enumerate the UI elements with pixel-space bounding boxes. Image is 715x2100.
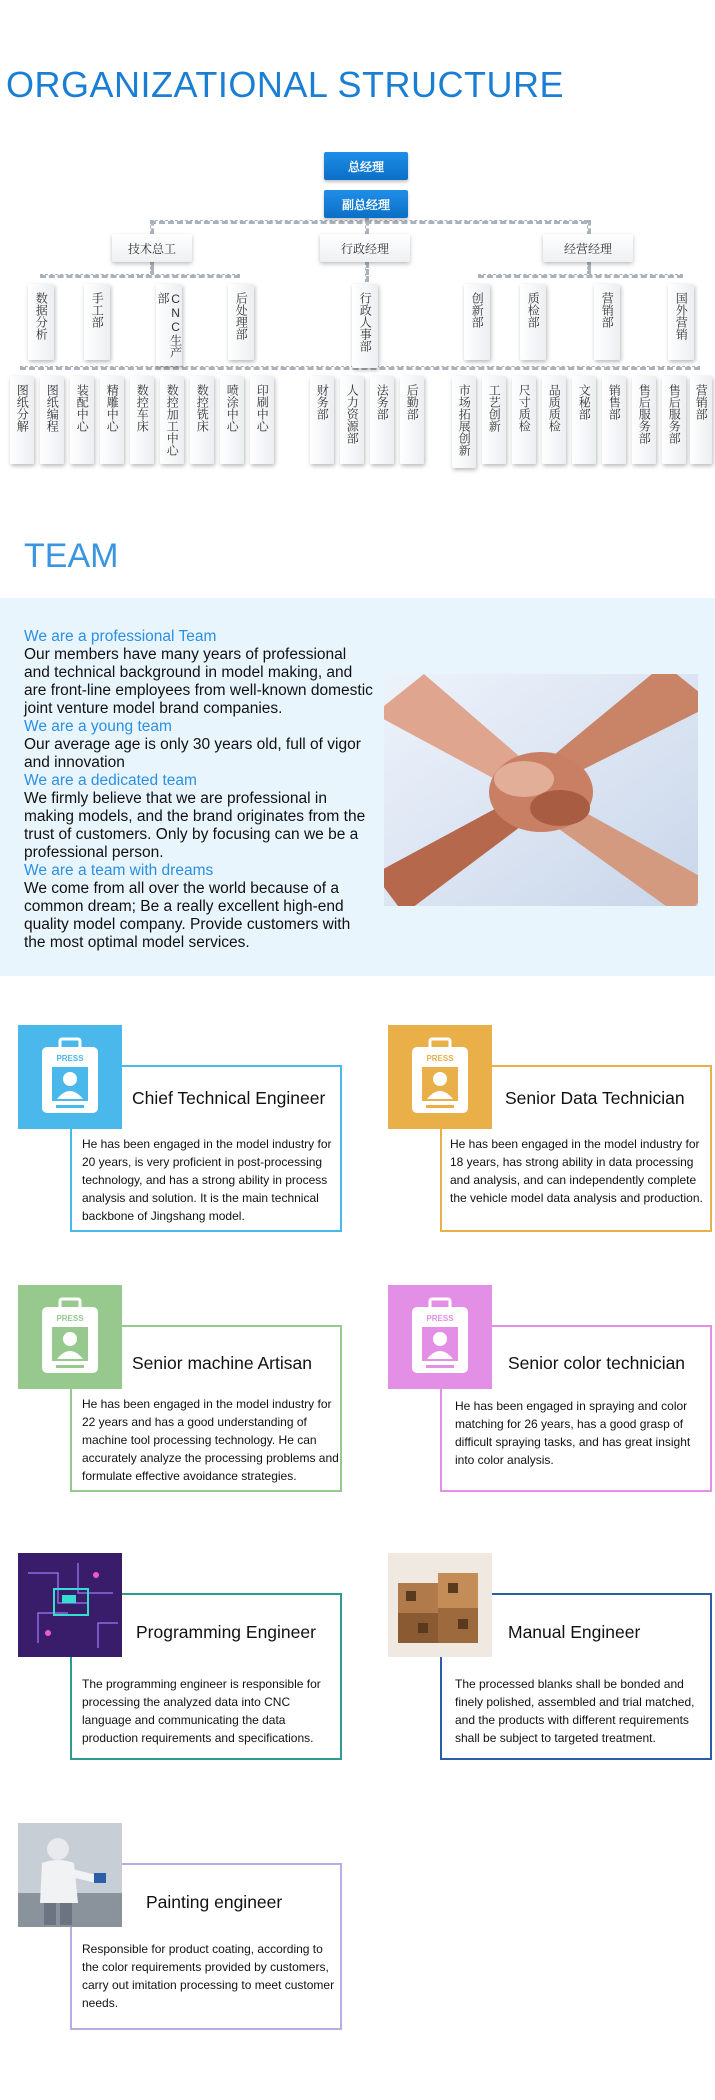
member-description: He has been engaged in spraying and color matching for 26 years, has a good grasp of difficult spraying tasks, and has great insight into color analysis. bbox=[455, 1399, 691, 1467]
wooden-model-image bbox=[388, 1553, 492, 1657]
member-description: He has been engaged in the model industry for 20 years, is very proficient in post-processing technology, and has a strong ability in process analysis and solution. It is the main technical backbone of Jingshang model. bbox=[82, 1137, 332, 1223]
member-role-title: Manual Engineer bbox=[508, 1622, 641, 1642]
team-subtitle: We are a team with dreams bbox=[24, 862, 214, 879]
org-chart bbox=[0, 140, 715, 490]
org-node-unit: 财务部 bbox=[310, 376, 334, 464]
org-node-unit: 数控加工中心 bbox=[160, 376, 184, 464]
org-heading: ORGANIZATIONAL STRUCTURE bbox=[6, 64, 565, 105]
member-description: The programming engineer is responsible for processing the analyzed data into CNC language and communicating the data production requirements and specifications. bbox=[82, 1677, 321, 1745]
member-description: He has been engaged in the model industry for 18 years, has strong ability in data processing and analysis, and can independently complete the vehicle model data analysis and production. bbox=[450, 1137, 703, 1205]
org-node-deputy-general-manager: 副总经理 bbox=[324, 190, 408, 218]
org-node-unit: 印刷中心 bbox=[250, 376, 274, 464]
org-node-unit: 市场拓展创新 bbox=[452, 376, 476, 468]
team-heading: TEAM bbox=[24, 537, 119, 575]
org-node-unit: 后勤部 bbox=[400, 376, 424, 464]
org-node-unit: 法务部 bbox=[370, 376, 394, 464]
org-node-unit: 图纸编程 bbox=[40, 376, 64, 464]
team-subtitle: We are a professional Team bbox=[24, 628, 217, 645]
org-node-department: CNC生产部 bbox=[156, 284, 182, 366]
org-node-unit: 精雕中心 bbox=[100, 376, 124, 464]
member-role-title: Painting engineer bbox=[146, 1892, 283, 1912]
org-node-department: 手工部 bbox=[84, 284, 110, 360]
member-role-title: Chief Technical Engineer bbox=[132, 1088, 326, 1108]
team-intro-text bbox=[24, 628, 374, 952]
svg-text:PRESS: PRESS bbox=[56, 1054, 84, 1063]
org-node-unit: 尺寸质检 bbox=[512, 376, 536, 464]
team-paragraph: Our average age is only 30 years old, full of vigor and innovation bbox=[24, 736, 361, 771]
svg-text:PRESS: PRESS bbox=[426, 1314, 454, 1323]
team-paragraph: Our members have many years of professional and technical background in model making, and are front-line employees from well-known domestic joint venture model brand companies. bbox=[24, 646, 373, 717]
org-node-unit: 装配中心 bbox=[70, 376, 94, 464]
member-role-title: Senior machine Artisan bbox=[132, 1353, 312, 1373]
org-node-unit: 品质质检 bbox=[542, 376, 566, 464]
svg-text:PRESS: PRESS bbox=[56, 1314, 84, 1323]
org-node-unit: 销售部 bbox=[602, 376, 626, 464]
org-node-department: 创新部 bbox=[464, 284, 490, 360]
team-subtitle: We are a young team bbox=[24, 718, 172, 735]
org-node-department: 营销部 bbox=[594, 284, 620, 360]
org-node-department: 质检部 bbox=[520, 284, 546, 360]
org-node-department: 后处理部 bbox=[228, 284, 254, 360]
team-paragraph: We firmly believe that we are professional in making models, and the brand originates from the trust of customers. Only by focusing can we be a professional person. bbox=[24, 790, 366, 861]
org-node-unit: 营销部 bbox=[690, 376, 712, 464]
org-node-manager: 行政经理 bbox=[320, 234, 410, 262]
org-node-department: 行政人事部 bbox=[352, 284, 378, 368]
team-paragraph: We come from all over the world because of a common dream; Be a really excellent high-end quality model company. Provide customers with the most optimal model services. bbox=[24, 880, 351, 951]
org-node-unit: 售后服务部 bbox=[662, 376, 686, 464]
org-node-department: 数据分析 bbox=[28, 284, 54, 360]
org-node-unit: 售后服务部 bbox=[632, 376, 656, 464]
org-node-department: 国外营销 bbox=[668, 284, 694, 360]
member-role-title: Senior color technician bbox=[508, 1353, 686, 1373]
org-node-unit: 文秘部 bbox=[572, 376, 596, 464]
svg-text:PRESS: PRESS bbox=[426, 1054, 454, 1063]
org-node-unit: 喷涂中心 bbox=[220, 376, 244, 464]
member-description: The processed blanks shall be bonded and finely polished, assembled and trial matched, and the products with different requirements shall be subject to targeted treatment. bbox=[455, 1677, 695, 1745]
org-node-unit: 工艺创新 bbox=[482, 376, 506, 464]
member-role-title: Programming Engineer bbox=[136, 1622, 316, 1642]
spray-painter-image bbox=[18, 1823, 122, 1927]
org-node-unit: 人力资源部 bbox=[340, 376, 364, 464]
org-node-unit: 数控铣床 bbox=[190, 376, 214, 464]
org-node-unit: 图纸分解 bbox=[10, 376, 34, 464]
member-role-title: Senior Data Technician bbox=[505, 1088, 685, 1108]
id-badge-icon bbox=[388, 1285, 492, 1389]
org-node-manager: 经营经理 bbox=[543, 234, 633, 262]
org-node-manager: 技术总工 bbox=[112, 234, 192, 262]
org-node-unit: 数控车床 bbox=[130, 376, 154, 464]
id-badge-icon bbox=[18, 1025, 122, 1129]
id-badge-icon bbox=[18, 1285, 122, 1389]
teamwork-hands-image bbox=[384, 674, 698, 906]
id-badge-icon bbox=[388, 1025, 492, 1129]
circuit-board-image bbox=[18, 1553, 122, 1657]
team-subtitle: We are a dedicated team bbox=[24, 772, 197, 789]
org-node-general-manager: 总经理 bbox=[324, 152, 408, 180]
member-description: He has been engaged in the model industry for 22 years and has a good understanding of machine tool processing technology. He can accurately analyze the processing problems and formulate effective avoidance strategies. bbox=[82, 1397, 339, 1483]
member-description: Responsible for product coating, according to the color requirements provided by customers, carry out imitation processing to meet customer needs. bbox=[82, 1942, 335, 2010]
